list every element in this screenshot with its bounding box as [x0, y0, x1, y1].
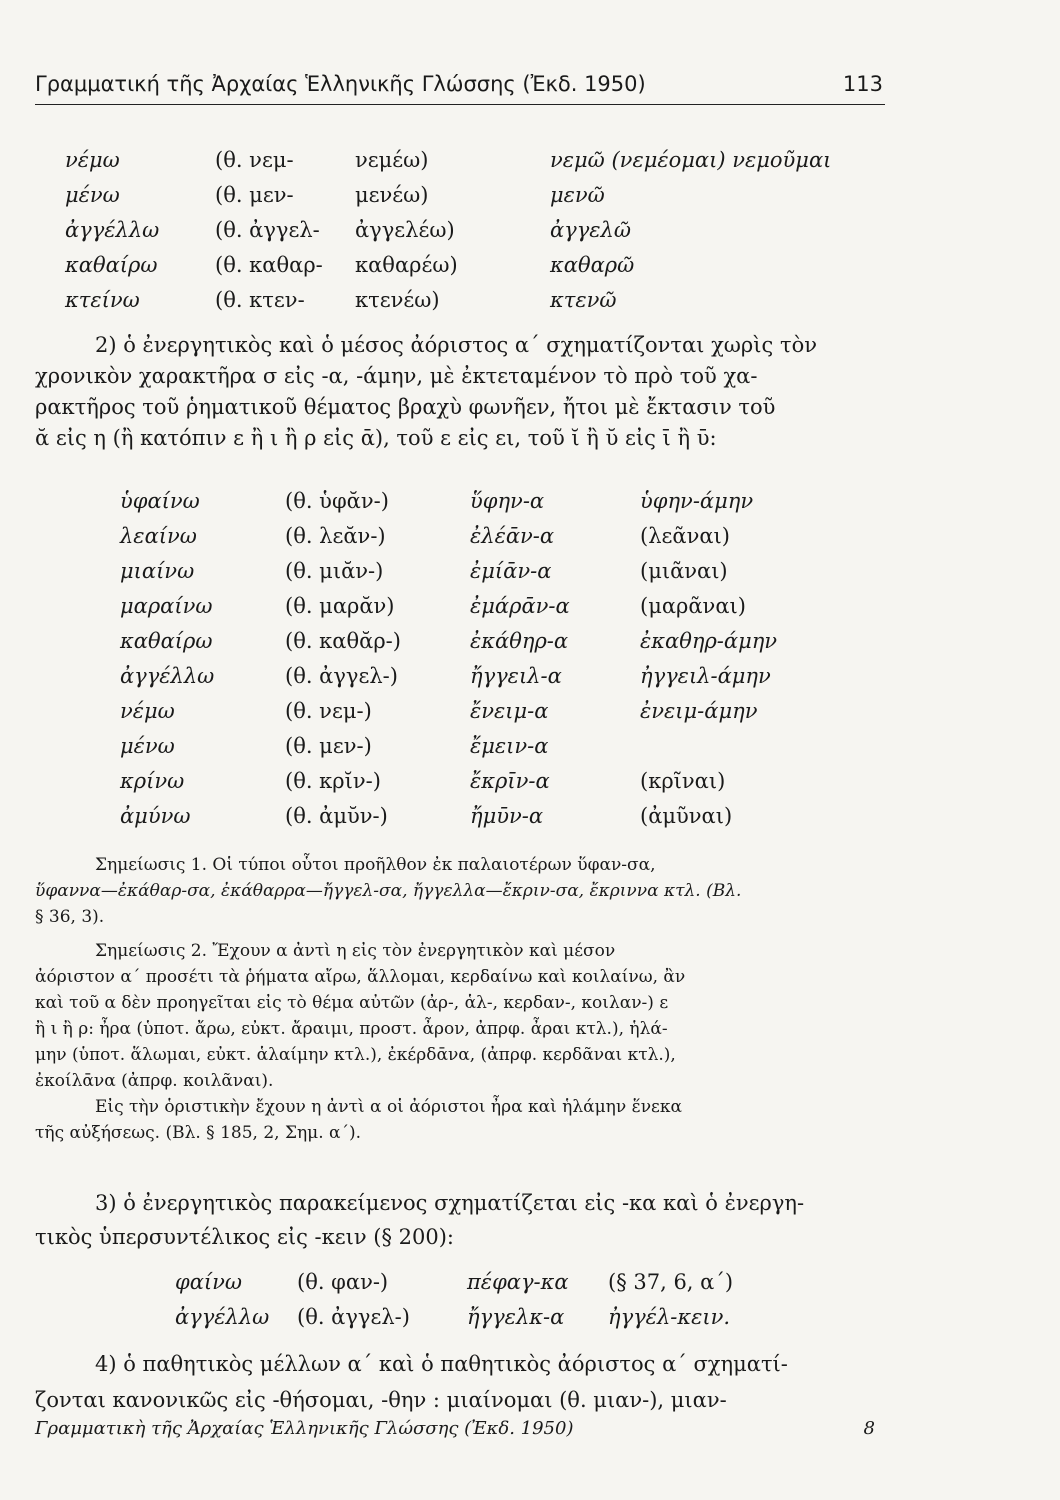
- stem: (θ. καθᾰρ-): [285, 629, 401, 653]
- active-aorist: ἐκάθηρ-α: [470, 629, 569, 653]
- text-line: Εἰς τὴν ὁριστικὴν ἔχουν η ἀντὶ α οἱ ἀόριστοι ἦρα καὶ ἡλάμην ἕνεκα: [95, 1097, 682, 1117]
- verb: κτείνω: [65, 288, 140, 312]
- footer-title: Γραμματικὴ τῆς Ἀρχαίας Ἑλληνικῆς Γλώσσης (Ἐκδ. 1950): [35, 1418, 574, 1439]
- stem: (θ. ὑφᾰν-): [285, 489, 389, 513]
- verb: ἀγγέλλω: [120, 664, 215, 688]
- text-line: 4) ὁ παθητικὸς μέλλων α΄ καὶ ὁ παθητικὸς ἀόριστος α΄ σχηματί-: [95, 1352, 788, 1376]
- text-line: 2) ὁ ἐνεργητικὸς καὶ ὁ μέσος ἀόριστος α΄ σχηματίζονται χωρὶς τὸν: [95, 333, 817, 357]
- text-line: καὶ τοῦ α δὲν προηγεῖται εἰς τὸ θέμα αὐτῶν (ἀρ-, ἁλ-, κερδαν-, κοιλαν-) ε: [35, 993, 669, 1013]
- text-line: ὕφαννα—ἐκάθαρ-σα, ἐκάθαρρα—ἤγγελ-σα, ἤγγελλα—ἔκριν-σα, ἔκριννα κτλ. (Βλ.: [35, 881, 742, 901]
- old-form: νεμέω): [355, 148, 429, 172]
- stem: (θ. φαν-): [297, 1270, 389, 1294]
- text-line: ἐκοίλᾱνα (ἀπρφ. κοιλᾶναι).: [35, 1071, 274, 1091]
- middle-aorist: ἠγγειλ-άμην: [640, 664, 771, 688]
- reference: (§ 37, 6, α΄): [608, 1270, 734, 1294]
- verb: φαίνω: [175, 1270, 243, 1294]
- verb: καθαίρω: [120, 629, 213, 653]
- old-form: καθαρέω): [355, 253, 458, 277]
- verb: νέμω: [120, 699, 175, 723]
- verb: ἀγγέλλω: [175, 1305, 270, 1329]
- text-line: ρακτῆρος τοῦ ῥηματικοῦ θέματος βραχὺ φωνῆεν, ἤτοι μὲ ἔκτασιν τοῦ: [35, 395, 776, 419]
- text-line: ζονται κανονικῶς εἰς -θήσομαι, -θην : μιαίνομαι (θ. μιαν-), μιαν-: [35, 1388, 727, 1412]
- stem: (θ. ἀγγελ-): [285, 664, 398, 688]
- active-aorist: ἤγγειλ-α: [470, 664, 562, 688]
- active-aorist: ὕφην-α: [470, 489, 545, 513]
- middle-aorist: (ἀμῦναι): [640, 804, 733, 828]
- middle-aorist: ἐνειμ-άμην: [640, 699, 758, 723]
- text-line: τικὸς ὑπερσυντέλικος εἰς -κειν (§ 200):: [35, 1225, 455, 1249]
- active-aorist: ἐλέᾱν-α: [470, 524, 555, 548]
- future-form: καθαρῶ: [550, 253, 635, 277]
- text-line: Σημείωσις 1. Οἱ τύποι οὗτοι προῆλθον ἐκ παλαιοτέρων ὕφαν-σα,: [95, 855, 656, 875]
- active-aorist: ἔνειμ-α: [470, 699, 549, 723]
- page-number: 113: [842, 72, 883, 96]
- stem: (θ. ἀγγελ-: [215, 218, 320, 242]
- stem: (θ. μιᾰν-): [285, 559, 384, 583]
- stem: (θ. ἀγγελ-): [297, 1305, 410, 1329]
- old-form: μενέω): [355, 183, 429, 207]
- section-2-paragraph: [35, 330, 885, 454]
- text-line: ᾰ εἰς η (ἢ κατόπιν ε ἢ ι ἢ ρ εἰς ᾱ), τοῦ ε εἰς ει, τοῦ ῐ ἢ ῠ εἰς ῑ ἢ ῡ:: [35, 426, 717, 450]
- stem: (θ. κτεν-: [215, 288, 305, 312]
- signature-number: 8: [863, 1418, 875, 1439]
- verb: ὑφαίνω: [120, 489, 200, 513]
- future-form: νεμῶ (νεμέομαι) νεμοῦμαι: [550, 148, 832, 172]
- note-1: [35, 852, 885, 930]
- stem: (θ. νεμ-): [285, 699, 372, 723]
- section-3-paragraph: [35, 1186, 885, 1254]
- old-form: ἀγγελέω): [355, 218, 455, 242]
- perfect-form: πέφαγ-κα: [467, 1270, 569, 1294]
- stem: (θ. μεν-: [215, 183, 294, 207]
- stem: (θ. ἀμῠν-): [285, 804, 388, 828]
- page-footer: [35, 1418, 885, 1439]
- text-line: 3) ὁ ἐνεργητικὸς παρακείμενος σχηματίζεται εἰς -κα καὶ ὁ ἐνεργη-: [95, 1191, 805, 1215]
- verb: καθαίρω: [65, 253, 158, 277]
- stem: (θ. κρῐν-): [285, 769, 381, 793]
- text-line: ἢ ι ἢ ρ: ἦρα (ὑποτ. ἄρω, εὐκτ. ἄραιμι, προστ. ἆρον, ἀπρφ. ἆραι κτλ.), ἡλά-: [35, 1019, 668, 1039]
- header-title: Γραμματική τῆς Ἀρχαίας Ἑλληνικῆς Γλώσσης (Ἐκδ. 1950): [35, 72, 646, 96]
- verb: ἀμύνω: [120, 804, 191, 828]
- active-aorist: ἤμῡν-α: [470, 804, 544, 828]
- future-form: κτενῶ: [550, 288, 617, 312]
- text-line: § 36, 3).: [35, 907, 105, 927]
- text-line: μην (ὑποτ. ἅλωμαι, εὐκτ. ἁλαίμην κτλ.), ἐκέρδᾱνα, (ἀπρφ. κερδᾶναι κτλ.),: [35, 1045, 676, 1065]
- verb: μένω: [120, 734, 175, 758]
- section-4-paragraph: [35, 1346, 885, 1418]
- middle-aorist: (λεᾶναι): [640, 524, 730, 548]
- old-form: κτενέω): [355, 288, 440, 312]
- pluperfect-form: ἠγγέλ-κειν.: [608, 1305, 731, 1329]
- middle-aorist: (μιᾶναι): [640, 559, 728, 583]
- future-form: μενῶ: [550, 183, 605, 207]
- text-line: Σημείωσις 2. Ἔχουν α ἀντὶ η εἰς τὸν ἐνεργητικὸν καὶ μέσον: [95, 941, 616, 961]
- active-aorist: ἔμειν-α: [470, 734, 549, 758]
- verb: μένω: [65, 183, 120, 207]
- verb: κρίνω: [120, 769, 185, 793]
- verb: μιαίνω: [120, 559, 195, 583]
- text-line: χρονικὸν χαρακτῆρα σ εἰς -α, -άμην, μὲ ἐκτεταμένον τὸ πρὸ τοῦ χα-: [35, 364, 758, 388]
- verb: μαραίνω: [120, 594, 213, 618]
- middle-aorist: (κρῖναι): [640, 769, 726, 793]
- text-line: ἀόριστον α΄ προσέτι τὰ ῥήματα αἴρω, ἅλλομαι, κερδαίνω καὶ κοιλαίνω, ἂν: [35, 967, 686, 987]
- note-2: [35, 938, 885, 1146]
- future-form: ἀγγελῶ: [550, 218, 631, 242]
- middle-aorist: ἐκαθηρ-άμην: [640, 629, 778, 653]
- verb: ἀγγέλλω: [65, 218, 160, 242]
- active-aorist: ἐμάρᾱν-α: [470, 594, 570, 618]
- stem: (θ. μαρᾰν): [285, 594, 395, 618]
- text-line: τῆς αὐξήσεως. (Βλ. § 185, 2, Σημ. α΄).: [35, 1123, 362, 1143]
- middle-aorist: (μαρᾶναι): [640, 594, 746, 618]
- active-aorist: ἐμίᾱν-α: [470, 559, 552, 583]
- stem: (θ. μεν-): [285, 734, 372, 758]
- active-aorist: ἔκρῑν-α: [470, 769, 550, 793]
- stem: (θ. καθαρ-: [215, 253, 323, 277]
- verb: νέμω: [65, 148, 120, 172]
- stem: (θ. λεᾰν-): [285, 524, 386, 548]
- verb: λεαίνω: [120, 524, 197, 548]
- perfect-form: ἤγγελκ-α: [467, 1305, 565, 1329]
- stem: (θ. νεμ-: [215, 148, 294, 172]
- running-header: [35, 70, 885, 105]
- middle-aorist: ὑφην-άμην: [640, 489, 754, 513]
